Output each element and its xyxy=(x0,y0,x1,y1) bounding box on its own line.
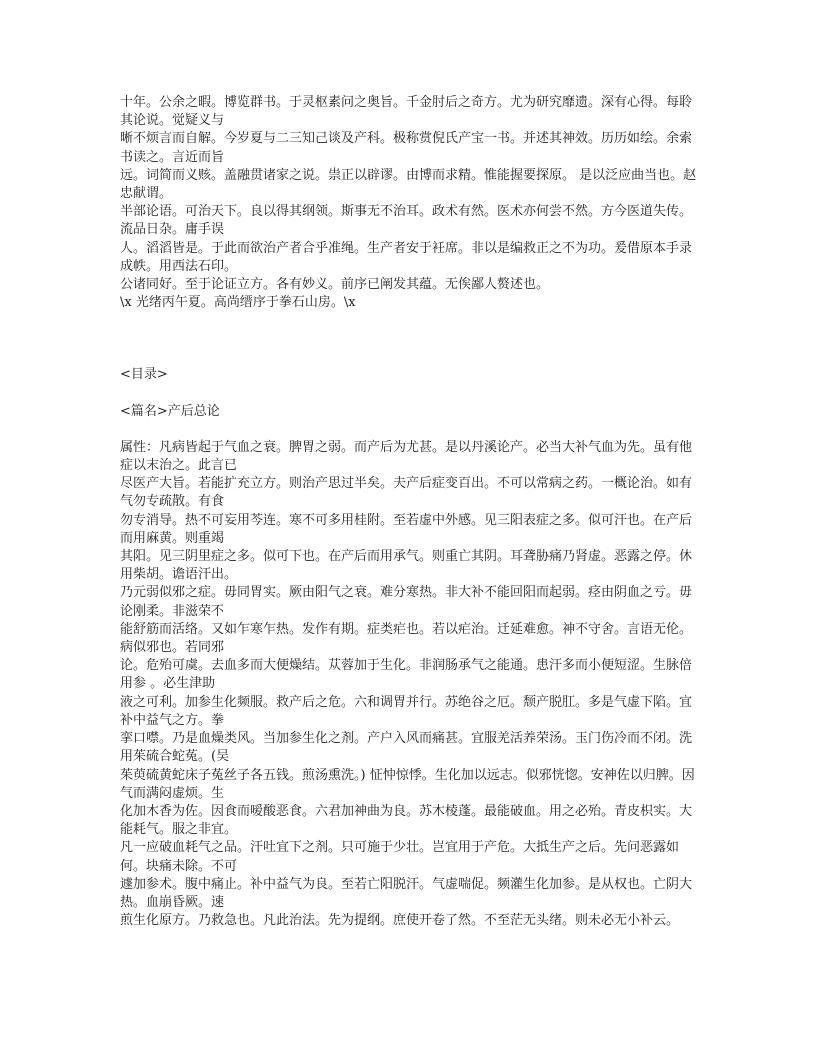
body-line: 凡一应破血耗气之品。汗吐宜下之剂。只可施于少壮。岂宜用于产危。大抵生产之后。先问恶露如何。块痛未除。不可 xyxy=(120,840,680,874)
preface-line: 晰不烦言而自解。今岁夏与二三知己谈及产科。极称赏倪氏产宝一书。并述其神效。历历如绘。余索书读之。言近而旨 xyxy=(120,131,693,165)
preface-line: 人。滔滔皆是。于此而欲治产者合乎准绳。生产者安于衽席。非以是编救正之不为功。爰借原本手录成帙。用西法石印。 xyxy=(120,240,693,274)
body-line: 属性：凡病皆起于气血之衰。脾胃之弱。而产后为尤甚。是以丹溪论产。必当大补气血为先。虽有他症以末治之。此言已 xyxy=(120,439,693,474)
spacer xyxy=(120,385,702,403)
body-line: 茱萸硫黄蛇床子菟丝子各五钱。煎汤熏洗。) 怔忡惊悸。生化加以远志。似邪恍惚。安神佐以归脾。因气而满闷虚烦。生 xyxy=(120,767,695,801)
body-line: 化加木香为佐。因食而嗳酸恶食。六君加神曲为良。苏木棱蓬。最能破血。用之必殆。青皮枳实。大能耗气。服之非宜。 xyxy=(120,803,693,838)
body-line: 挛口噤。乃是血燥类风。当加参生化之剂。产户入风而痛甚。宜服羌活养荣汤。玉门伤冷而不闭。洗用茱硫合蛇菟。(吴 xyxy=(120,731,693,765)
preface-line: 十年。公余之暇。博览群书。于灵枢素问之奥旨。千金肘后之奇方。尤为研究靡遗。深有心得。每聆其论说。觉疑义与 xyxy=(120,95,693,129)
body-line: 论。危殆可虞。去血多而大便燥结。苁蓉加于生化。非润肠承气之能通。患汗多而小便短涩。生脉倍用参 。必生津助 xyxy=(120,658,693,692)
body-line: 勿专消导。热不可妄用芩连。寒不可多用桂附。至若虚中外感。见三阳表症之多。似可汗也。在产后而用麻黄。则重竭 xyxy=(120,512,693,546)
body-line: 乃元弱似邪之症。毋同胃实。厥由阳气之衰。难分寒热。非大补不能回阳而起弱。痉由阴血之亏。毋论刚柔。非滋荣不 xyxy=(120,585,693,619)
body-line: 液之可利。加参生化频服。救产后之危。六和调胃并行。苏绝谷之厄。颓产脱肛。多是气虚下陷。宜补中益气之方。拳 xyxy=(120,694,693,728)
preface-line: 公诸同好。至于论证立方。各有妙义。前序已阐发其蕴。无俟鄙人赘述也。 xyxy=(120,277,550,293)
body-line: 尽医产大旨。若能扩充立方。则治产思过半矣。夫产后症变百出。不可以常病之药。一概论治。如有气勿专疏散。有食 xyxy=(120,476,693,510)
preface-section xyxy=(120,94,702,312)
preface-line: 半部论语。可治天下。良以得其纲领。斯事无不治耳。政术有然。医术亦何尝不然。方今医道失传。流品日杂。庸手误 xyxy=(120,204,693,238)
preface-signature: \x 光绪丙午夏。高尚缙序于拳石山房。\x xyxy=(120,295,356,311)
body-section xyxy=(120,439,702,930)
preface-line: 远。词简而义赅。盖融贯诸家之说。祟正以辟谬。由博而求精。惟能握要探原。 是以泛应曲当也。赵忠献谓。 xyxy=(120,167,697,202)
body-line: 煎生化原方。乃救急也。凡此治法。先为提纲。庶使开卷了然。不至茫无头绪。则未必无小补云。 xyxy=(120,913,680,929)
body-line: 能舒筋而活络。又如乍寒乍热。发作有期。症类疟也。若以疟治。迁延难愈。神不守舍。言语无伦。病似邪也。若同邪 xyxy=(120,621,693,656)
spacer xyxy=(120,312,702,366)
body-line: 其阳。见三阴里症之多。似可下也。在产后而用承气。则重亡其阴。耳聋胁痛乃肾虚。恶露之停。休用柴胡。谵语汗出。 xyxy=(120,549,693,583)
section-heading: <篇名>产后总论 xyxy=(120,403,220,419)
body-line: 遽加参术。腹中痛止。补中益气为良。至若亡阳脱汗。气虚喘促。频灌生化加参。是从权也。亡阴大热。血崩昏厥。速 xyxy=(120,876,693,910)
toc-heading: <目录> xyxy=(120,367,168,383)
spacer xyxy=(120,421,702,439)
document-page xyxy=(120,94,702,930)
